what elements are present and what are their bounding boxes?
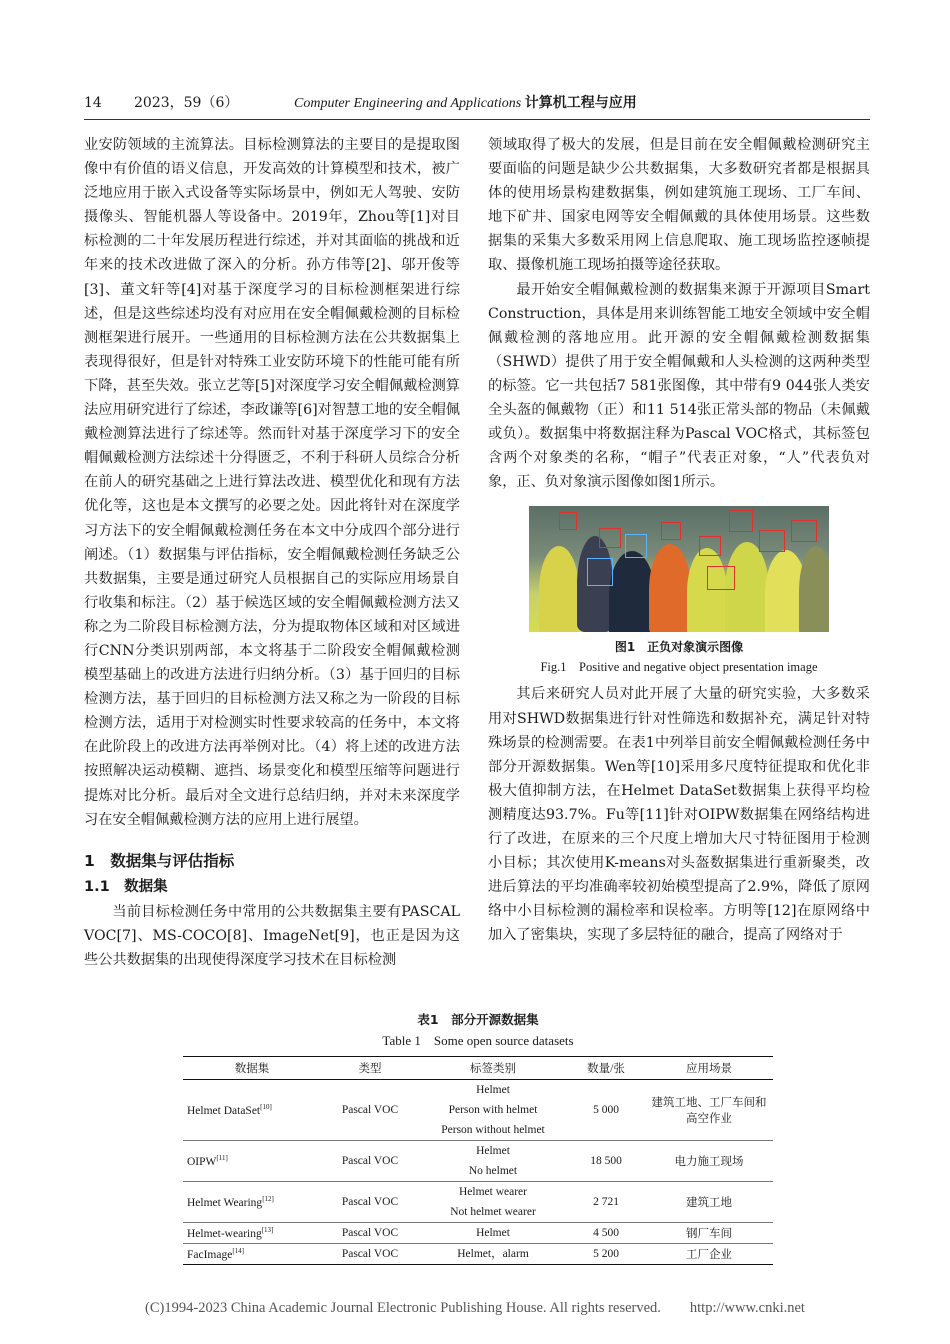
cell-scene: 电力施工现场 <box>645 1141 773 1182</box>
positive-box <box>599 528 621 548</box>
header-rule <box>84 119 870 120</box>
dataset-ref: [13] <box>261 1226 274 1235</box>
cell-dataset <box>183 1244 321 1265</box>
cell-dataset <box>183 1080 321 1141</box>
journal-title-en: Computer Engineering and Applications <box>294 96 522 111</box>
header-scene: 应用场景 <box>645 1057 773 1080</box>
table-1-caption-en: Table 1 Some open source datasets <box>382 1033 574 1048</box>
cell-labels <box>419 1223 567 1244</box>
cell-count: 5 000 <box>567 1080 645 1141</box>
right-column <box>488 133 870 947</box>
positive-box <box>791 520 817 542</box>
figure-1-caption-cn: 图1 正负对象演示图像 <box>614 640 744 655</box>
dataset-name: Helmet DataSet <box>187 1104 261 1117</box>
section-1-heading: 1 数据集与评估指标 <box>84 851 235 870</box>
table-row <box>183 1182 773 1223</box>
dataset-ref: [11] <box>216 1154 228 1163</box>
dataset-table <box>183 1056 773 1265</box>
page-number: 14 <box>84 95 102 111</box>
label-item: Person with helmet <box>448 1104 538 1116</box>
negative-box <box>587 558 613 586</box>
cell-scene: 钢厂车间 <box>645 1223 773 1244</box>
header-dataset: 数据集 <box>183 1057 321 1080</box>
cell-count: 4 500 <box>567 1223 645 1244</box>
label-item: Helmet wearer <box>458 1186 527 1198</box>
table-row <box>183 1141 773 1182</box>
right-paragraph-3: 其后来研究人员对此开展了大量的研究实验，大多数采用对SHWD数据集进行针对性筛选和数据补充，满足针对特殊场景的检测需要。在表1中列举目前安全帽佩戴检测任务中部分开源数据集。Wen等[10]采用多尺度特征提取和优化非极大值抑制方法，在Helmet DataSet数据集上获得平均检测精度达93.7%。Fu等[11]针对OIPW数据集在网络结构进行了改进，在原来的三个尺度上增加大尺寸特征图用于检测小目标；其次使用K-means对头盔数据集进行重新聚类，改进后算法的平均准确率较初始模型提高了2.9%，降低了原网络中小目标检测的漏检率和误检率。方明等[12]在原网络中加入了密集块，实现了多层特征的融合，提高了网络对于 <box>488 686 870 944</box>
cell-count: 5 200 <box>567 1244 645 1265</box>
left-paragraph-2: 当前目标检测任务中常用的公共数据集主要有PASCAL VOC[7]、MS-COCO[8]、ImageNet[9]，也正是因为这些公共数据集的出现使得深度学习技术在目标检测 <box>84 903 460 968</box>
page-header <box>84 93 870 117</box>
dataset-ref: [10] <box>260 1103 272 1112</box>
label-item: Person without helmet <box>441 1124 545 1136</box>
worker-figure <box>539 546 579 632</box>
label-item: Helmet，alarm <box>457 1248 529 1260</box>
right-paragraph-1: 领域取得了极大的发展，但是目前在安全帽佩戴检测研究主要面临的问题是缺少公共数据集，大多数研究者都是根据具体的使用场景构建数据集，例如建筑施工现场、工厂车间、地下矿井、国家电网等安全帽佩戴的具体使用场景。这些数据集的采集大多数采用网上信息爬取、施工现场监控逐帧提取、摄像机施工现场拍摄等途径获取。 <box>488 137 870 274</box>
dataset-name: Helmet-wearing <box>187 1227 262 1240</box>
cell-type: Pascal VOC <box>321 1080 419 1141</box>
cell-type: Pascal VOC <box>321 1182 419 1223</box>
right-paragraph-2: 最开始安全帽佩戴检测的数据集来源于开源项目Smart Construction，具体是用来训练智能工地安全领域中安全帽佩戴检测的落地应用。此开源的安全帽佩戴检测数据集（SHWD）提供了用于安全帽佩戴和人头检测的这两种类型的标签。它一共包括7 581张图像，其中带有9 044张人类安全头盔的佩戴物（正）和11 514张正常头部的物品（未佩戴或负）。数据集中将数据注释为Pascal VOC格式，其标签包含两个对象类的名称，“帽子”代表正对象，“人”代表负对象，正、负对象演示图像如图1所示。 <box>488 281 870 491</box>
header-count: 数量/张 <box>567 1057 645 1080</box>
header-type: 类型 <box>321 1057 419 1080</box>
table-row <box>183 1223 773 1244</box>
table-1 <box>183 1010 773 1265</box>
worker-figure <box>687 548 727 632</box>
cell-scene: 工厂企业 <box>645 1244 773 1265</box>
positive-box <box>707 566 735 590</box>
worker-figure <box>649 544 691 632</box>
section-1-1-heading: 1.1 数据集 <box>84 878 168 895</box>
cell-dataset <box>183 1182 321 1223</box>
cell-count: 18 500 <box>567 1141 645 1182</box>
positive-box <box>699 536 721 556</box>
dataset-name: OIPW <box>187 1155 217 1168</box>
positive-box <box>559 512 577 530</box>
table-1-caption-cn: 表1 部分开源数据集 <box>417 1012 539 1027</box>
worker-figure <box>799 546 829 632</box>
cell-labels <box>419 1182 567 1223</box>
cell-count: 2 721 <box>567 1182 645 1223</box>
left-column <box>84 133 460 972</box>
cell-labels <box>419 1141 567 1182</box>
cell-type: Pascal VOC <box>321 1141 419 1182</box>
left-paragraph-1: 业安防领域的主流算法。目标检测算法的主要目的是提取图像中有价值的语义信息，开发高效的计算模型和技术，被广泛地应用于嵌入式设备等实际场景中，例如无人驾驶、安防摄像头、智能机器人等设备中。2019年，Zhou等[1]对目标检测的二十年发展历程进行综述，并对其面临的挑战和近年来的技术改进做了深入的分析。孙方伟等[2]、邬开俊等[3]、董文轩等[4]对基于深度学习的目标检测框架进行综述，但是这些综述均没有对应用在安全帽佩戴检测的目标检测框架进行展开。一些通用的目标检测方法在公共数据集上表现得很好，但是针对特殊工业安防环境下的性能可能有所下降，甚至失效。张立艺等[5]对深度学习安全帽佩戴检测算法应用研究进行了综述，李政谦等[6]对智慧工地的安全帽佩戴检测算法进行了综述等。然而针对基于深度学习下的安全帽佩戴检测方法综述十分得匮乏，不利于科研人员综合分析在前人的研究基础之上进行算法改进、模型优化和现有方法优化等，这也是本文撰写的必要之处。因此将针对在深度学习方法下的安全帽佩戴检测任务在本文中分成四个部分进行阐述。（1）数据集与评估指标，安全帽佩戴检测任务缺乏公共数据集，主要是通过研究人员根据自己的实际应用场景自行收集和标注。（2）基于候选区域的安全帽佩戴检测方法又称之为二阶段目标检测方法，分为提取物体区域和对区域进行CNN分类识别两部，本文将基于二阶段安全帽佩戴检测模型基础上的改进方法进行归纳分析。（3）基于回归的目标检测方法，基于回归的目标检测方法又称之为一阶段的目标检测方法，适用于对检测实时性要求较高的任务中，本文将在此阶段上的改进方法再举例对比。（4）将上述的改进方法按照解决运动模糊、遮挡、场景变化和模型压缩等问题进行提炼对比分析。最后对全文进行总结归纳，并对未来深度学习在安全帽佩戴检测方法的应用上进行展望。 <box>84 137 460 828</box>
cell-labels <box>419 1244 567 1265</box>
dataset-ref: [14] <box>232 1247 245 1256</box>
label-item: Helmet <box>476 1145 510 1157</box>
header-labels: 标签类别 <box>419 1057 567 1080</box>
volume-issue: 2023，59（6） <box>134 95 239 111</box>
copyright-footer: (C)1994-2023 China Academic Journal Electronic Publishing House. All rights reserved. http://www.cnki.net <box>145 1300 805 1316</box>
label-item: Not helmet wearer <box>450 1206 536 1218</box>
positive-box <box>729 510 753 532</box>
label-item: Helmet <box>476 1227 510 1239</box>
label-item: No helmet <box>468 1165 518 1177</box>
negative-box <box>625 534 647 558</box>
cell-dataset <box>183 1141 321 1182</box>
label-item: Helmet <box>476 1084 510 1096</box>
table-row <box>183 1080 773 1141</box>
cell-dataset <box>183 1223 321 1244</box>
table-header-row <box>183 1057 773 1080</box>
cell-scene: 建筑工地 <box>645 1182 773 1223</box>
journal-title-cn: 计算机工程与应用 <box>524 95 637 111</box>
cell-type: Pascal VOC <box>321 1244 419 1265</box>
journal-title <box>294 93 637 114</box>
cell-scene: 建筑工地、工厂车间和高空作业 <box>645 1080 773 1141</box>
figure-1-image <box>529 506 829 632</box>
positive-box <box>661 522 681 540</box>
figure-1-caption-en: Fig.1 Positive and negative object presentation image <box>540 660 818 675</box>
cell-type: Pascal VOC <box>321 1223 419 1244</box>
cell-labels <box>419 1080 567 1141</box>
dataset-name: FacImage <box>187 1248 233 1261</box>
dataset-ref: [12] <box>262 1195 274 1204</box>
positive-box <box>759 530 785 552</box>
table-row <box>183 1244 773 1265</box>
dataset-name: Helmet Wearing <box>187 1196 263 1209</box>
